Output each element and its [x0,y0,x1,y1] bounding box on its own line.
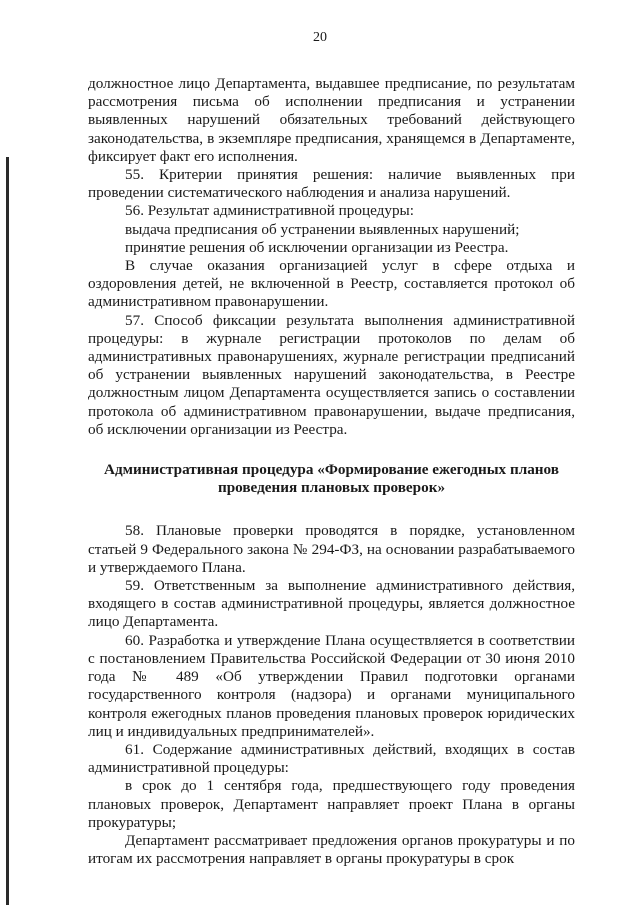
paragraph: в срок до 1 сентября года, предшествующего году проведения плановых проверок, Департамент направляет проект Плана в органы прокуратуры; [88,777,575,831]
paragraph: 58. Плановые проверки проводятся в порядке, установленном статьей 9 Федерального закона № 294-ФЗ, на основании разрабатываемого и утверждаемого Плана. [88,522,575,576]
paragraph: Департамент рассматривает предложения органов прокуратуры и по итогам их рассмотрения направляет в органы прокуратуры в срок [88,831,575,868]
section-heading: Административная процедура «Формирование ежегодных планов проведения плановых проверок» [104,461,559,497]
paragraph: 57. Способ фиксации результата выполнения административной процедуры: в журнале регистрации протоколов по делам об административных правонарушениях, журнале регистрации предписаний об устранении выявленных нарушений законодательства, в Реестре должностным лицом Департамента осуществляется запись о составлении протокола об административном правонарушении, выдаче предписания, об исключении организации из Реестра. [88,311,575,438]
paragraph: принятие решения об исключении организации из Реестра. [125,238,509,256]
paragraph: 61. Содержание административных действий, входящих в состав административной процедуры: [88,740,575,777]
page-number: 20 [313,30,327,45]
section-after-heading [88,522,575,868]
paragraph: должностное лицо Департамента, выдавшее предписание, по результатам рассмотрения письма об исполнении предписания и устранении выявленных нарушений обязательных требований действующего законодательства, в экземпляре предписания, хранящемся в Департаменте, фиксирует факт его исполнения. [88,75,575,165]
section-before-heading [88,75,575,439]
paragraph: выдача предписания об устранении выявленных нарушений; [125,220,520,238]
paragraph: 59. Ответственным за выполнение административного действия, входящего в состав административной процедуры, является должностное лицо Департамента. [88,577,575,631]
paragraph: 55. Критерии принятия решения: наличие выявленных при проведении систематического наблюдения и анализа нарушений. [88,166,575,202]
paragraph: 60. Разработка и утверждение Плана осуществляется в соответствии с постановлением Правительства Российской Федерации от 30 июня 2010 года № 489 «Об утверждении Правил подготовки органами государственного контроля (надзора) и органами муниципального контроля ежегодных планов проведения плановых проверок юридических лиц и индивидуальных предпринимателей». [88,631,575,740]
document-body [88,75,575,868]
margin-line [6,157,9,905]
paragraph: В случае оказания организацией услуг в сфере отдыха и оздоровления детей, не включенной в Реестр, составляется протокол об административном правонарушении. [88,257,575,311]
paragraph: 56. Результат административной процедуры: [125,202,414,220]
